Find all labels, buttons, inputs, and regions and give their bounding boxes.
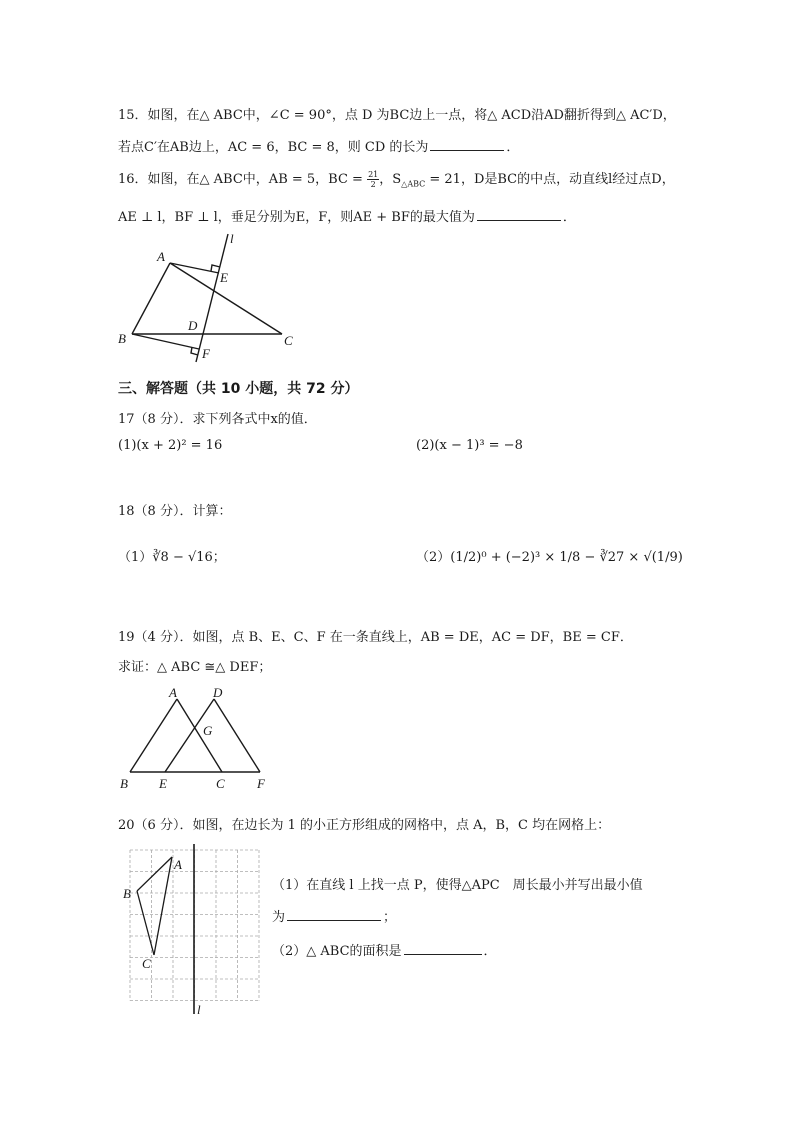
q20-part2 <box>272 940 497 959</box>
q16-frac-num: 21 <box>368 170 379 179</box>
q16-line1-b: ，S <box>379 172 402 187</box>
q20-label-b: B <box>123 886 131 901</box>
q20-part1-prefix: 为 <box>272 910 286 925</box>
q19-segment-ac <box>177 699 222 772</box>
q19-label-b: B <box>120 776 128 791</box>
q20-label-l: l <box>197 1002 201 1017</box>
q20-part1-line2 <box>272 906 396 925</box>
q20-part1-end: ； <box>383 910 397 925</box>
q15-line1: 15．如图，在△ ABC中，∠C = 90°，点 D 为BC边上一点，将△ ACD沿AD翻折得到△ AC′D， <box>118 108 676 123</box>
q20-part1-answer-blank[interactable] <box>287 919 381 921</box>
q19-figure <box>112 684 282 796</box>
q16-line2 <box>118 206 576 225</box>
q19-label-d: D <box>213 685 223 700</box>
q16-line1 <box>118 168 675 189</box>
q16-label-e: E <box>220 270 228 285</box>
q19-prove: 求证：△ ABC ≅△ DEF； <box>118 660 272 675</box>
section3-title: 三、解答题（共 10 小题，共 72 分） <box>118 381 359 397</box>
q17-part1: (1)(x + 2)² = 16 <box>118 438 223 453</box>
q19-label-e: E <box>159 776 167 791</box>
q15-line2 <box>118 136 519 155</box>
q20-label-c: C <box>142 956 151 971</box>
q16-line1-c: = 21，D是BC的中点，动直线l经过点D， <box>425 172 675 187</box>
q19-segment-df <box>214 699 260 772</box>
q18-stem: 18（8 分）．计算： <box>118 504 232 519</box>
q20-label-a: A <box>174 857 182 872</box>
q16-line2-text: AE ⊥ l，BF ⊥ l，垂足分别为E，F，则AE + BF的最大值为 <box>118 210 475 225</box>
q18-part2-expr: (1/2)⁰ + (−2)³ × 1/8 − ∛27 × √(1/9) <box>450 550 683 565</box>
q16-label-d: D <box>188 318 198 333</box>
q20-part2-end: ． <box>483 944 497 959</box>
q19-label-a: A <box>169 685 177 700</box>
q20-part1-line1: （1）在直线 l 上找一点 P，使得△APC 周长最小并写出最小值 <box>272 878 643 893</box>
q16-area-subscript: △ABC <box>401 179 426 189</box>
q16-label-f: F <box>202 346 210 361</box>
q18-part1: （1）∛8 − √16； <box>118 550 226 565</box>
q18-part2-prefix: （2） <box>416 550 451 565</box>
q16-end: ． <box>562 210 576 225</box>
q15-answer-blank[interactable] <box>430 149 504 151</box>
q15-end: ． <box>506 140 520 155</box>
q16-label-a: A <box>157 249 165 264</box>
q16-label-l: l <box>230 231 234 246</box>
q20-part2-text: （2）△ ABC的面积是 <box>272 944 402 959</box>
q16-line-l <box>196 234 228 362</box>
q15-line2-text: 若点C′在AB边上，AC = 6，BC = 8，则 CD 的长为 <box>118 140 429 155</box>
q20-part2-answer-blank[interactable] <box>404 953 482 955</box>
q16-segment-ab <box>132 263 170 334</box>
q19-label-c: C <box>216 776 225 791</box>
q16-segment-bf <box>132 334 199 349</box>
q16-label-c: C <box>284 333 293 348</box>
q16-fraction <box>367 170 379 189</box>
q19-label-f: F <box>257 776 265 791</box>
q16-line1-a: 16．如图，在△ ABC中，AB = 5，BC = <box>118 172 368 187</box>
q16-label-b: B <box>118 331 126 346</box>
q16-figure <box>110 228 310 366</box>
q20-grid-figure <box>122 842 267 1020</box>
q19-segment-ab <box>130 699 177 772</box>
q16-answer-blank[interactable] <box>477 219 561 221</box>
q20-stem: 20（6 分）．如图，在边长为 1 的小正方形组成的网格中，点 A，B，C 均在网格上： <box>118 818 611 833</box>
q17-part2: (2)(x − 1)³ = −8 <box>416 438 523 453</box>
q17-stem: 17（8 分）．求下列各式中x的值． <box>118 412 317 427</box>
q16-frac-den: 2 <box>370 180 376 189</box>
q18-part2 <box>416 546 683 565</box>
q19-stem: 19（4 分）．如图，点 B、E、C、F 在一条直线上，AB = DE，AC = DF，BE = CF． <box>118 630 633 645</box>
q19-label-g: G <box>203 723 213 738</box>
